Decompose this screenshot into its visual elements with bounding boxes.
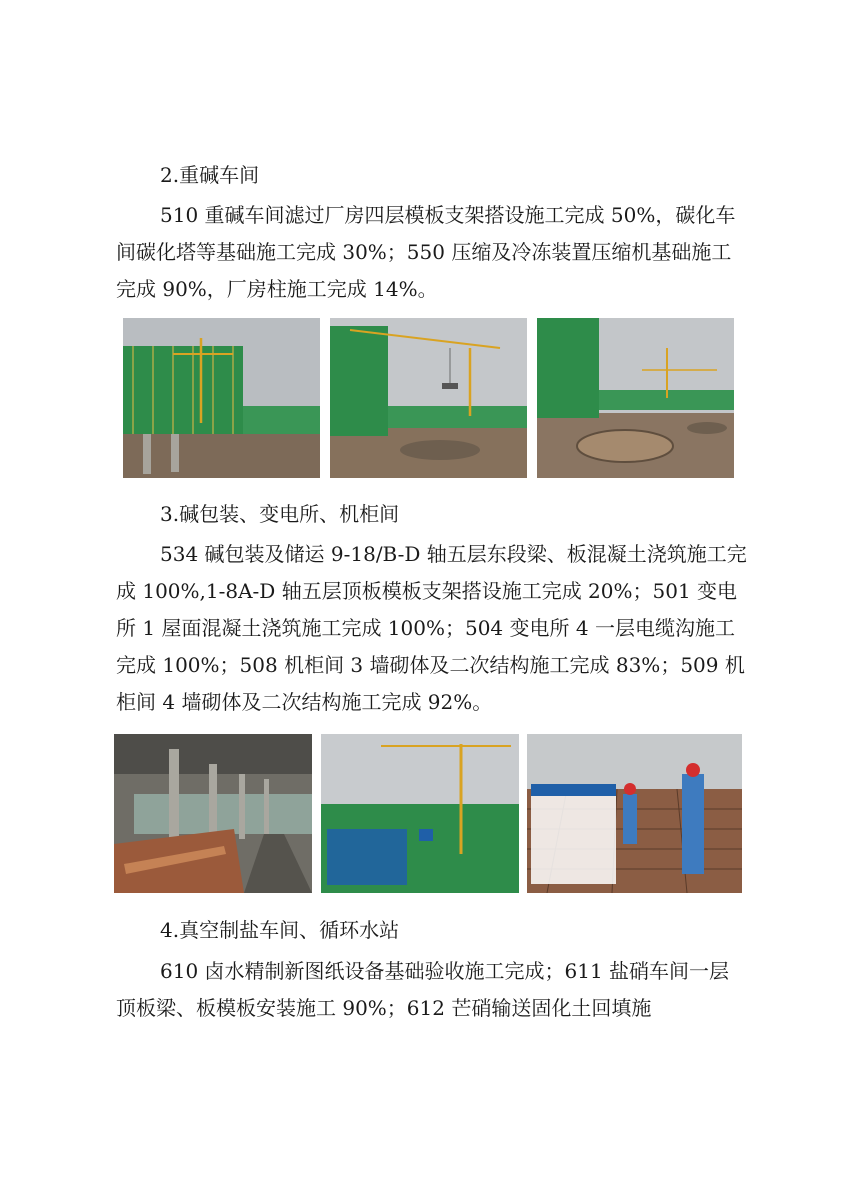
construction-photo — [114, 734, 312, 893]
section-heading-4: 4.真空制盐车间、循环水站 — [160, 918, 400, 942]
section-heading-3: 3.碱包装、变电所、机柜间 — [160, 502, 400, 526]
construction-photo — [527, 734, 742, 893]
construction-photo — [321, 734, 519, 893]
section-paragraph-2: 510 重碱车间滤过厂房四层模板支架搭设施工完成 50%，碳化车间碳化塔等基础施工完成 30%；550 压缩及冷冻装置压缩机基础施工完成 90%，厂房柱施工完成 14%。 — [116, 203, 736, 301]
construction-photo — [123, 318, 320, 478]
section-heading-2: 2.重碱车间 — [160, 163, 260, 187]
section-paragraph-3: 534 碱包装及储运 9-18/B-D 轴五层东段梁、板混凝土浇筑施工完成 100%,1-8A-D 轴五层顶板模板支架搭设施工完成 20%；501 变电所 1 屋面混凝土浇筑施工完成 100%；504 变电所 4 一层电缆沟施工完成 100%；508 机柜间 3 墙砌体及二次结构施工完成 83%；509 机柜间 4 墙砌体及二次结构施工完成 92%。 — [116, 542, 747, 714]
section-paragraph-4: 610 卤水精制新图纸设备基础验收施工完成；611 盐硝车间一层顶板梁、板模板安装施工 90%；612 芒硝输送固化土回填施 — [116, 959, 730, 1020]
construction-photo — [537, 318, 734, 478]
construction-photo — [330, 318, 527, 478]
